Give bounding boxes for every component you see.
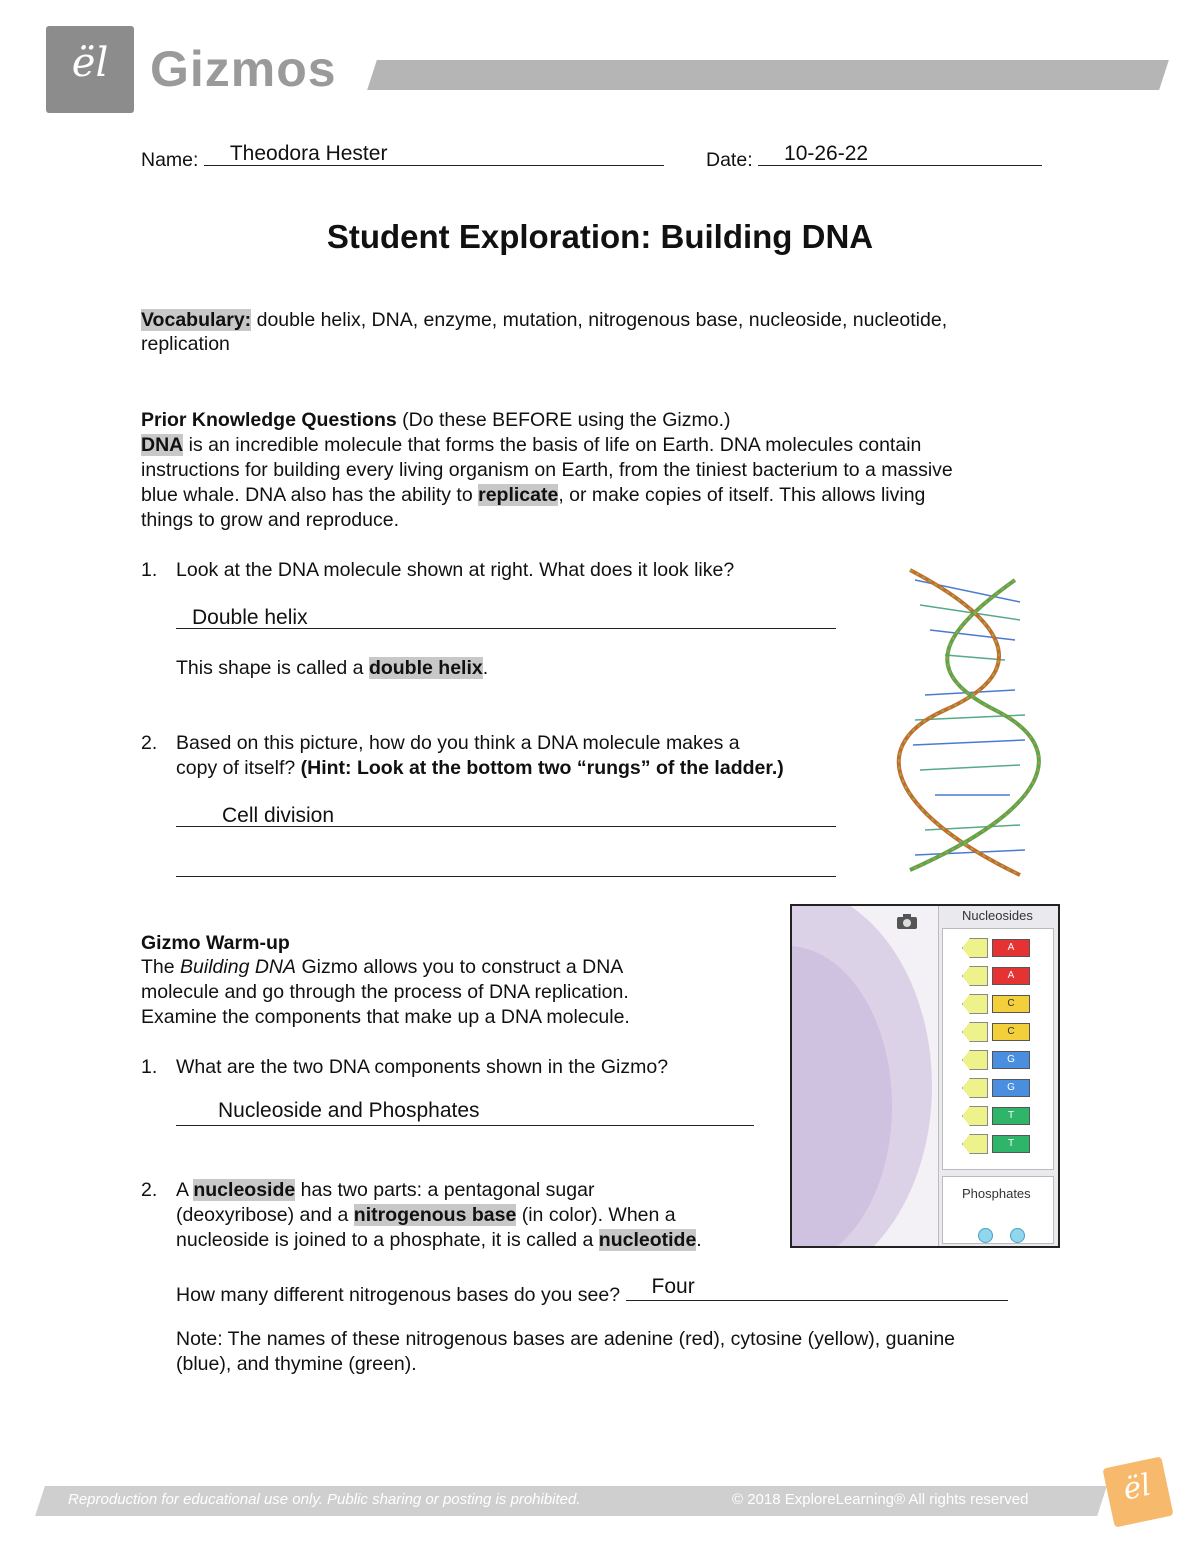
prior-q1-number: 1. [141,559,158,581]
prior-p1-text: is an incredible molecule that forms the basis of life on Earth. DNA molecules contain [188,434,922,456]
warmup-p1 [141,955,623,980]
warmup-q2-l1-pre: A [176,1179,188,1201]
date-row [706,143,1042,173]
warmup-q3-text: How many different nitrogenous bases do you see? [176,1284,621,1306]
vocabulary-terms: double helix, DNA, enzyme, mutation, nitrogenous base, nucleoside, nucleotide, [256,309,948,331]
warmup-q2-l2-post: (in color). When a [521,1204,676,1226]
term-double-helix: double helix [368,657,483,679]
camera-icon[interactable] [896,914,918,930]
phosphate-2[interactable] [1010,1228,1025,1243]
term-nucleoside: nucleoside [193,1179,296,1201]
term-nitrogenous-base: nitrogenous base [353,1204,517,1226]
name-field[interactable] [204,143,664,166]
date-label: Date: [706,149,753,171]
term-replicate: replicate [478,484,559,506]
warmup-note-line1: Note: The names of these nitrogenous bases are adenine (red), cytosine (yellow), guanine [176,1328,956,1350]
prior-q2-hint: (Hint: Look at the bottom two “rungs” of the ladder.) [300,757,784,779]
warmup-q2-l3-post: . [696,1229,702,1251]
gizmos-brand: Gizmos [150,41,337,97]
date-field[interactable] [758,143,1042,166]
name-label: Name: [141,149,199,171]
warmup-heading-text: Gizmo Warm-up [141,932,290,954]
footer-copyright: © 2018 ExploreLearning® All rights reserved [732,1491,1029,1508]
name-value: Theodora Hester [229,142,388,165]
warmup-q2-l1-post: has two parts: a pentagonal sugar [300,1179,595,1201]
warmup-heading [141,931,290,956]
prior-q2-line1: Based on this picture, how do you think a DNA molecule makes a [176,732,740,754]
phosphates-title: Phosphates [962,1186,1031,1201]
warmup-p1-post: Gizmo allows you to construct a DNA [301,956,624,978]
prior-heading [141,408,731,433]
base-label: G [992,1051,1030,1069]
prior-q1-note-post: . [482,657,489,679]
phosphate-1[interactable] [978,1228,993,1243]
warmup-q2-line1 [176,1178,594,1203]
warmup-q1-answer: Nucleoside and Phosphates [218,1099,480,1122]
warmup-q3-answer: Four [651,1275,695,1298]
name-row [141,143,664,173]
warmup-q1-text: What are the two DNA components shown in the Gizmo? [176,1056,669,1078]
nucleosides-box [942,928,1054,1170]
warmup-q2-line3 [176,1228,702,1253]
warmup-q2-l3-pre: nucleoside is joined to a phosphate, it is called a [176,1229,594,1251]
page-title: Student Exploration: Building DNA [326,218,874,255]
warmup-q2-number: 2. [141,1179,158,1201]
prior-q2-answer-field-2[interactable] [176,854,836,877]
dna-double-helix-image [885,560,1045,880]
prior-p4: things to grow and reproduce. [141,509,399,531]
prior-q2-number: 2. [141,732,158,754]
explorelearning-logo: ël [46,26,134,113]
warmup-q3-answer-field[interactable] [626,1275,1008,1301]
prior-p1 [141,433,921,458]
base-label: G [992,1079,1030,1097]
prior-q2-answer: Cell division [222,804,335,827]
warmup-q2-line2 [176,1203,676,1228]
base-label: A [992,939,1030,957]
prior-p3 [141,483,925,508]
prior-q2-answer-field[interactable] [176,804,836,827]
base-label: C [992,995,1030,1013]
warmup-p1-italic: Building DNA [180,956,297,978]
date-value: 10-26-22 [784,142,869,165]
header-bar [367,60,1169,90]
prior-q1-answer-field[interactable] [176,606,836,629]
prior-heading-text: Prior Knowledge Questions [141,409,397,431]
prior-q2-line2-pre: copy of itself? [176,757,296,779]
base-label: T [992,1107,1030,1125]
term-dna: DNA [141,434,184,456]
prior-heading-note: (Do these BEFORE using the Gizmo.) [402,409,731,431]
warmup-p2: molecule and go through the process of DNA replication. [141,981,629,1003]
prior-p3-pre: blue whale. DNA also has the ability to [141,484,473,506]
vocabulary-label: Vocabulary: [141,309,252,331]
base-label: C [992,1023,1030,1041]
prior-q1-answer: Double helix [192,606,308,629]
warmup-q2-l2-pre: (deoxyribose) and a [176,1204,349,1226]
prior-q1-text: Look at the DNA molecule shown at right. What does it look like? [176,559,735,581]
prior-p2: instructions for building every living organism on Earth, from the tiniest bacterium to a massive [141,459,953,481]
footer-disclaimer: Reproduction for educational use only. Public sharing or posting is prohibited. [68,1491,581,1508]
gizmo-screenshot [790,904,1060,1248]
prior-q1-note [176,656,488,681]
footer-logo: ël [1102,1456,1173,1527]
base-label: A [992,967,1030,985]
warmup-note-line2: (blue), and thymine (green). [176,1353,417,1375]
warmup-q3 [176,1275,1008,1308]
nucleosides-title: Nucleosides [962,908,1033,923]
warmup-p1-pre: The [141,956,175,978]
warmup-p3: Examine the components that make up a DNA molecule. [141,1006,630,1028]
base-label: T [992,1135,1030,1153]
prior-q1-note-pre: This shape is called a [176,657,364,679]
prior-q2-line2 [176,756,784,781]
warmup-q1-answer-field[interactable] [176,1099,754,1126]
prior-p3-post: , or make copies of itself. This allows living [558,484,926,506]
vocabulary-line2: replication [141,333,230,355]
term-nucleotide: nucleotide [598,1229,697,1251]
vocabulary-line1 [141,308,947,333]
warmup-q1-number: 1. [141,1056,158,1078]
